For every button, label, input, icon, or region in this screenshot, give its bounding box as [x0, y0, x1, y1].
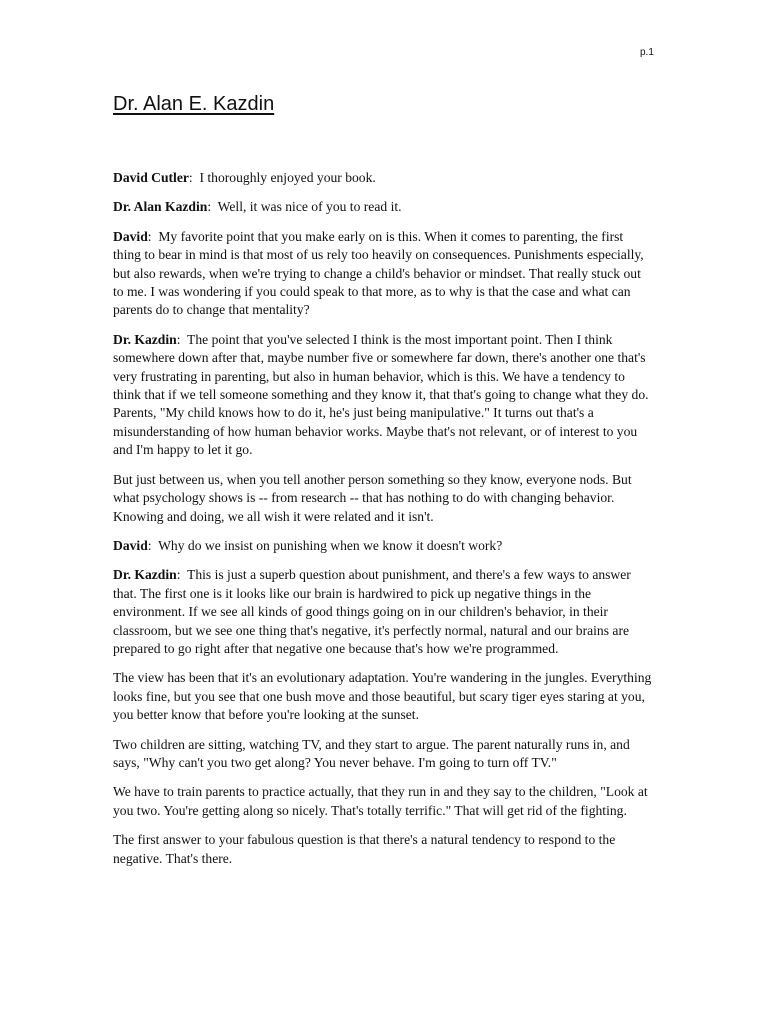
transcript-paragraph: [113, 537, 653, 555]
page-number: p.1: [640, 47, 654, 58]
transcript-paragraph: [113, 169, 653, 187]
paragraph-text: Why do we insist on punishing when we know it doesn't work?: [158, 537, 503, 553]
speaker-separator: :: [147, 537, 159, 553]
transcript-paragraph: [113, 736, 653, 773]
transcript-paragraph: [113, 566, 653, 658]
paragraph-text: The view has been that it's an evolutionary adaptation. You're wandering in the jungles. Everything looks fine, but you see that one bush move and those beautiful, but scary tiger eyes staring at you, you better know that before you're looking at the sunset.: [113, 670, 652, 723]
transcript-paragraph: [113, 471, 653, 526]
speaker-name: David Cutler: [113, 170, 189, 185]
speaker-separator: :: [176, 567, 188, 583]
transcript-paragraph: [113, 669, 653, 724]
transcript-paragraph: [113, 228, 653, 320]
paragraph-text: The point that you've selected I think is the most important point. Then I think somewhere down after that, maybe number five or somewhere far down, there's another one that's very frustrating in parenting, but also in human behavior, which is this. We have a tendency to think that if we tell someone something and they know it, that that's going to change what they do. Parents, "My child knows how to do it, he's just being manipulative." It turns out that's a misunderstanding of how human behavior works. Maybe that's not relevant, or of interest to you and I'm happy to let it go.: [113, 331, 649, 458]
speaker-name: David: [113, 537, 148, 553]
page-title: Dr. Alan E. Kazdin: [113, 93, 275, 115]
speaker-name: Dr. Alan Kazdin: [113, 199, 208, 215]
transcript-paragraph: [113, 831, 653, 868]
speaker-name: Dr. Kazdin: [113, 567, 177, 583]
speaker-separator: :: [176, 331, 188, 347]
paragraph-text: This is just a superb question about punishment, and there's a few ways to answer that. The first one is it looks like our brain is hardwired to pick up negative things in the environment. If we see all kinds of good things going on in our children's behavior, in their classroom, but we see one thing that's negative, it's perfectly normal, natural and our brains are prepared to go right after that negative one because that's how we're programmed.: [113, 567, 631, 656]
paragraph-text: We have to train parents to practice actually, that they run in and they say to the children, "Look at you two. You're getting along so nicely. That's totally terrific." That will get rid of the fighting.: [113, 784, 648, 818]
paragraph-text: Well, it was nice of you to read it.: [217, 199, 402, 215]
paragraph-text: But just between us, when you tell another person something so they know, everyone nods. But what psychology shows is -- from research -- that has nothing to do with changing behavior. Knowing and doing, we all wish it were related and it isn't.: [113, 471, 632, 524]
paragraph-text: I thoroughly enjoyed your book.: [199, 170, 376, 185]
speaker-separator: :: [188, 170, 200, 185]
speaker-name: David: [113, 228, 148, 244]
paragraph-text: Two children are sitting, watching TV, and they start to argue. The parent naturally runs in, and says, "Why can't you two get along? You never behave. I'm going to turn off TV.": [113, 736, 630, 770]
transcript-paragraph: [113, 331, 653, 460]
paragraph-text: The first answer to your fabulous question is that there's a natural tendency to respond to the negative. That's there.: [113, 832, 616, 866]
transcript-paragraph: [113, 783, 653, 820]
paragraph-text: My favorite point that you make early on is this. When it comes to parenting, the first thing to bear in mind is that most of us rely too heavily on consequences. Punishments especially, but also rewards, when we're trying to change a child's behavior or mindset. That really stuck out to me. I was wondering if you could speak to that more, as to why is that the case and what can parents do to change that mentality?: [113, 228, 644, 318]
speaker-name: Dr. Kazdin: [113, 331, 177, 347]
transcript-paragraph: [113, 198, 653, 216]
transcript-body: [113, 169, 653, 879]
speaker-separator: :: [147, 228, 159, 244]
speaker-separator: :: [207, 199, 218, 215]
